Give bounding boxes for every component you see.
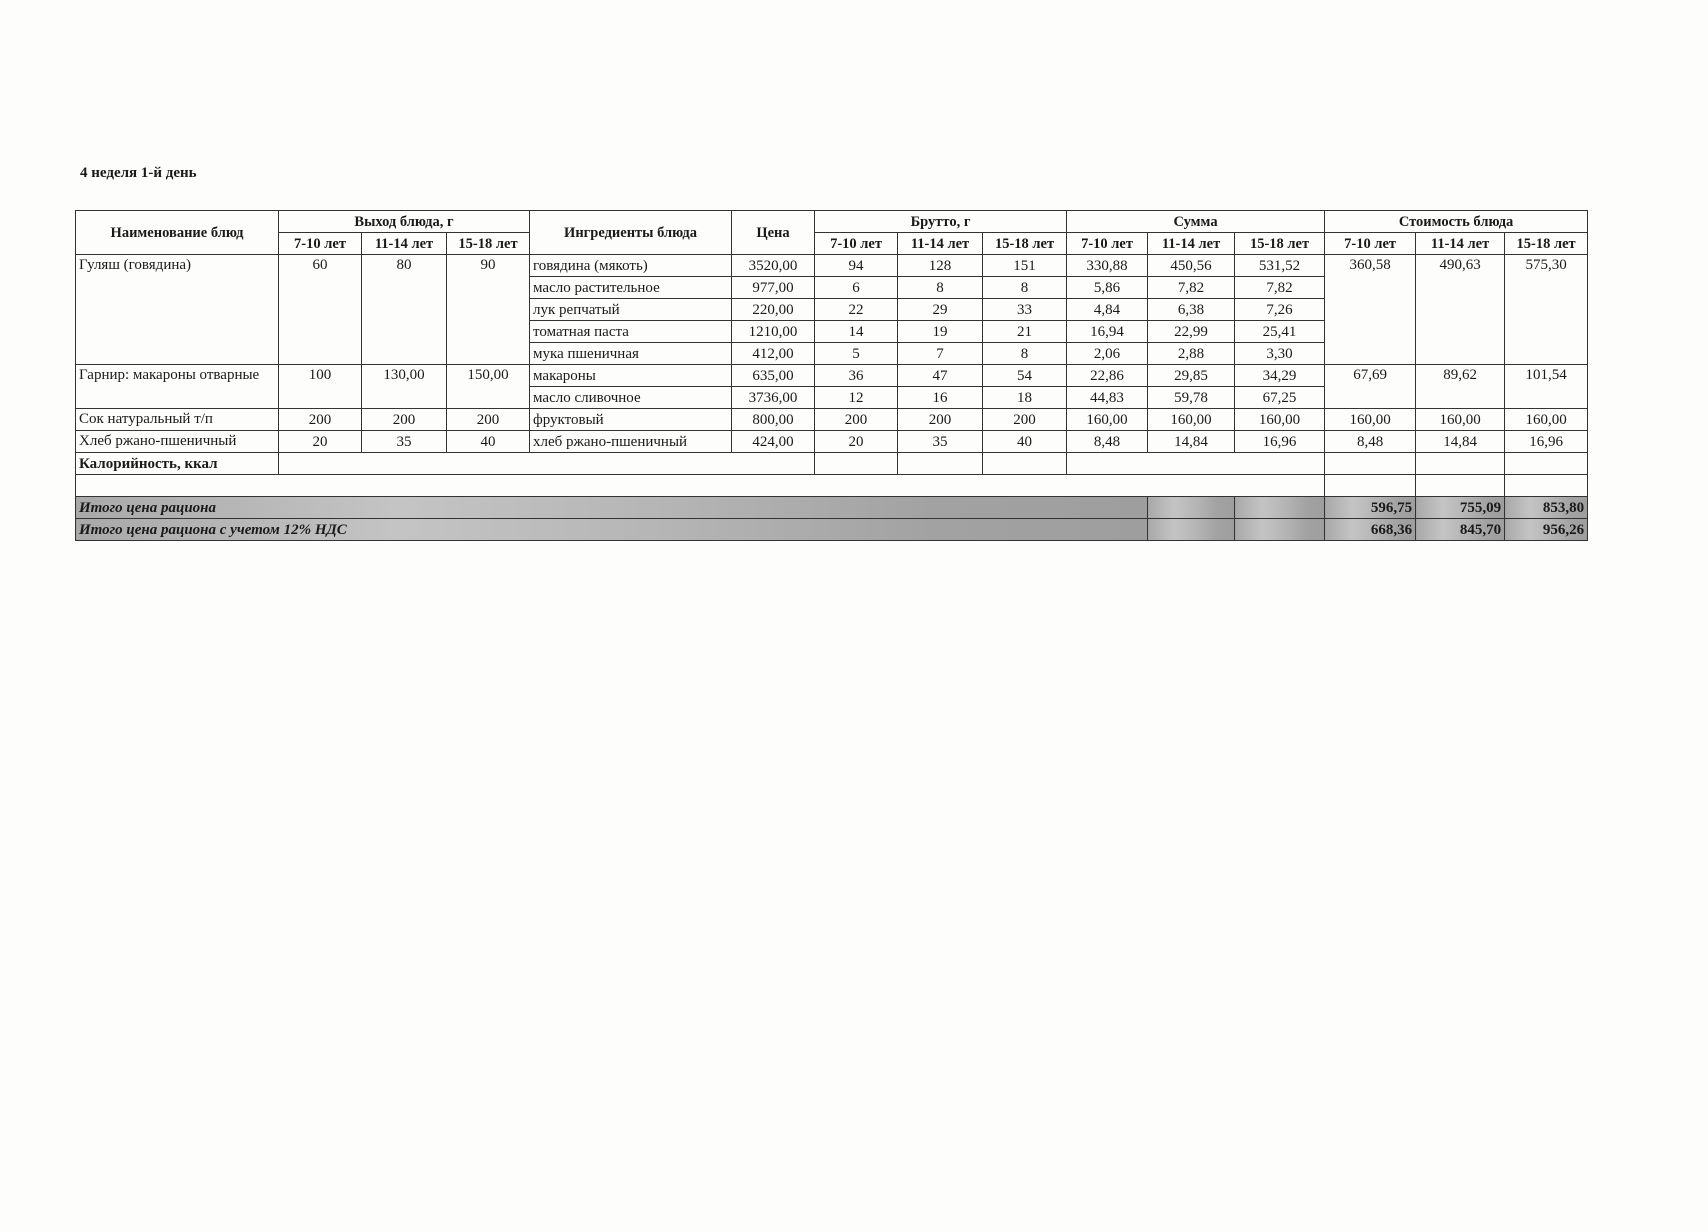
empty-cell — [1325, 475, 1416, 497]
yield-cell: 90 — [447, 255, 530, 365]
gross-cell: 33 — [983, 299, 1067, 321]
gross-cell: 94 — [815, 255, 898, 277]
sum-cell: 34,29 — [1235, 365, 1325, 387]
dish-name: Гарнир: макароны отварные — [76, 365, 279, 409]
dish-cost-cell: 360,58 — [1325, 255, 1416, 365]
sum-cell: 531,52 — [1235, 255, 1325, 277]
sum-cell: 330,88 — [1067, 255, 1148, 277]
dish-cost-cell: 160,00 — [1416, 409, 1505, 431]
total-vat-value: 668,36 — [1325, 519, 1416, 541]
yield-cell: 40 — [447, 431, 530, 453]
sum-cell: 7,82 — [1148, 277, 1235, 299]
calories-row — [76, 453, 1588, 475]
empty-cell — [1235, 497, 1325, 519]
sum-cell: 29,85 — [1148, 365, 1235, 387]
sum-cell: 2,06 — [1067, 343, 1148, 365]
gross-cell: 47 — [898, 365, 983, 387]
header-gross-age-11-14: 11-14 лет — [898, 233, 983, 255]
empty-cell — [1416, 453, 1505, 475]
header-price: Цена — [732, 211, 815, 255]
blank-row — [76, 475, 1588, 497]
gross-cell: 40 — [983, 431, 1067, 453]
dish-cost-cell: 8,48 — [1325, 431, 1416, 453]
header-cost-age-15-18: 15-18 лет — [1505, 233, 1588, 255]
gross-cell: 200 — [983, 409, 1067, 431]
yield-cell: 60 — [279, 255, 362, 365]
dish-cost-cell: 14,84 — [1416, 431, 1505, 453]
sum-cell: 44,83 — [1067, 387, 1148, 409]
ingredient-price: 977,00 — [732, 277, 815, 299]
sum-cell: 5,86 — [1067, 277, 1148, 299]
yield-cell: 80 — [362, 255, 447, 365]
ingredient-price: 424,00 — [732, 431, 815, 453]
sum-cell: 160,00 — [1148, 409, 1235, 431]
header-sum: Сумма — [1067, 211, 1325, 233]
sum-cell: 4,84 — [1067, 299, 1148, 321]
header-sum-age-7-10: 7-10 лет — [1067, 233, 1148, 255]
dish-cost-cell: 101,54 — [1505, 365, 1588, 409]
table-row — [76, 409, 1588, 431]
empty-cell — [898, 453, 983, 475]
header-gross-age-15-18: 15-18 лет — [983, 233, 1067, 255]
empty-cell — [1148, 497, 1235, 519]
total-row — [76, 497, 1588, 519]
dish-cost-cell: 67,69 — [1325, 365, 1416, 409]
header-sum-age-11-14: 11-14 лет — [1148, 233, 1235, 255]
dish-cost-cell: 575,30 — [1505, 255, 1588, 365]
dish-cost-cell: 160,00 — [1505, 409, 1588, 431]
empty-cell — [76, 475, 1325, 497]
ingredient-name: масло сливочное — [530, 387, 732, 409]
header-cost-age-11-14: 11-14 лет — [1416, 233, 1505, 255]
header-row-1 — [76, 211, 1588, 233]
total-label: Итого цена рациона — [76, 497, 1148, 519]
ingredient-name: масло растительное — [530, 277, 732, 299]
sum-cell: 8,48 — [1067, 431, 1148, 453]
empty-cell — [1235, 519, 1325, 541]
sum-cell: 22,99 — [1148, 321, 1235, 343]
dish-cost-cell: 160,00 — [1325, 409, 1416, 431]
ingredient-price: 3520,00 — [732, 255, 815, 277]
gross-cell: 29 — [898, 299, 983, 321]
sum-cell: 160,00 — [1067, 409, 1148, 431]
dish-name: Хлеб ржано-пшеничный — [76, 431, 279, 453]
header-yield: Выход блюда, г — [279, 211, 530, 233]
dish-name: Гуляш (говядина) — [76, 255, 279, 365]
gross-cell: 20 — [815, 431, 898, 453]
sum-cell: 25,41 — [1235, 321, 1325, 343]
gross-cell: 200 — [815, 409, 898, 431]
table-row — [76, 365, 1588, 387]
yield-cell: 35 — [362, 431, 447, 453]
ingredient-price: 800,00 — [732, 409, 815, 431]
empty-cell — [1416, 475, 1505, 497]
gross-cell: 128 — [898, 255, 983, 277]
gross-cell: 6 — [815, 277, 898, 299]
yield-cell: 200 — [362, 409, 447, 431]
yield-cell: 20 — [279, 431, 362, 453]
ingredient-name: макароны — [530, 365, 732, 387]
menu-cost-table — [75, 210, 1588, 541]
dish-cost-cell: 16,96 — [1505, 431, 1588, 453]
ingredient-name: томатная паста — [530, 321, 732, 343]
gross-cell: 7 — [898, 343, 983, 365]
ingredient-price: 635,00 — [732, 365, 815, 387]
gross-cell: 8 — [983, 277, 1067, 299]
sum-cell: 16,96 — [1235, 431, 1325, 453]
ingredient-price: 3736,00 — [732, 387, 815, 409]
gross-cell: 19 — [898, 321, 983, 343]
header-cost-age-7-10: 7-10 лет — [1325, 233, 1416, 255]
empty-cell — [279, 453, 815, 475]
gross-cell: 12 — [815, 387, 898, 409]
table-row — [76, 255, 1588, 277]
sum-cell: 6,38 — [1148, 299, 1235, 321]
gross-cell: 5 — [815, 343, 898, 365]
gross-cell: 21 — [983, 321, 1067, 343]
sum-cell: 2,88 — [1148, 343, 1235, 365]
sum-cell: 160,00 — [1235, 409, 1325, 431]
header-yield-age-11-14: 11-14 лет — [362, 233, 447, 255]
total-vat-value: 845,70 — [1416, 519, 1505, 541]
ingredient-price: 412,00 — [732, 343, 815, 365]
empty-cell — [1148, 519, 1235, 541]
header-row-2 — [76, 233, 1588, 255]
yield-cell: 130,00 — [362, 365, 447, 409]
ingredient-name: фруктовый — [530, 409, 732, 431]
total-vat-value: 956,26 — [1505, 519, 1588, 541]
header-sum-age-15-18: 15-18 лет — [1235, 233, 1325, 255]
ingredient-name: мука пшеничная — [530, 343, 732, 365]
sum-cell: 3,30 — [1235, 343, 1325, 365]
sum-cell: 59,78 — [1148, 387, 1235, 409]
ingredient-price: 1210,00 — [732, 321, 815, 343]
empty-cell — [983, 453, 1067, 475]
empty-cell — [1325, 453, 1416, 475]
yield-cell: 200 — [279, 409, 362, 431]
gross-cell: 8 — [898, 277, 983, 299]
gross-cell: 36 — [815, 365, 898, 387]
empty-cell — [1505, 453, 1588, 475]
page-title: 4 неделя 1-й день — [80, 165, 197, 181]
yield-cell: 100 — [279, 365, 362, 409]
ingredient-name: говядина (мякоть) — [530, 255, 732, 277]
header-gross: Брутто, г — [815, 211, 1067, 233]
gross-cell: 8 — [983, 343, 1067, 365]
empty-cell — [815, 453, 898, 475]
total-value: 596,75 — [1325, 497, 1416, 519]
gross-cell: 54 — [983, 365, 1067, 387]
gross-cell: 200 — [898, 409, 983, 431]
gross-cell: 16 — [898, 387, 983, 409]
total-vat-row — [76, 519, 1588, 541]
gross-cell: 22 — [815, 299, 898, 321]
sum-cell: 22,86 — [1067, 365, 1148, 387]
total-value: 853,80 — [1505, 497, 1588, 519]
dish-cost-cell: 490,63 — [1416, 255, 1505, 365]
empty-cell — [1067, 453, 1325, 475]
sum-cell: 14,84 — [1148, 431, 1235, 453]
header-yield-age-7-10: 7-10 лет — [279, 233, 362, 255]
header-dish-name: Наименование блюд — [76, 211, 279, 255]
header-yield-age-15-18: 15-18 лет — [447, 233, 530, 255]
dish-cost-cell: 89,62 — [1416, 365, 1505, 409]
table-row — [76, 431, 1588, 453]
sum-cell: 16,94 — [1067, 321, 1148, 343]
gross-cell: 18 — [983, 387, 1067, 409]
gross-cell: 14 — [815, 321, 898, 343]
total-vat-label: Итого цена рациона с учетом 12% НДС — [76, 519, 1148, 541]
sum-cell: 450,56 — [1148, 255, 1235, 277]
header-dish-cost: Стоимость блюда — [1325, 211, 1588, 233]
sum-cell: 7,26 — [1235, 299, 1325, 321]
ingredient-name: лук репчатый — [530, 299, 732, 321]
yield-cell: 150,00 — [447, 365, 530, 409]
yield-cell: 200 — [447, 409, 530, 431]
dish-name: Сок натуральный т/п — [76, 409, 279, 431]
gross-cell: 35 — [898, 431, 983, 453]
empty-cell — [1505, 475, 1588, 497]
ingredient-name: хлеб ржано-пшеничный — [530, 431, 732, 453]
sum-cell: 7,82 — [1235, 277, 1325, 299]
calories-label: Калорийность, ккал — [76, 453, 279, 475]
sum-cell: 67,25 — [1235, 387, 1325, 409]
header-ingredients: Ингредиенты блюда — [530, 211, 732, 255]
total-value: 755,09 — [1416, 497, 1505, 519]
ingredient-price: 220,00 — [732, 299, 815, 321]
gross-cell: 151 — [983, 255, 1067, 277]
header-gross-age-7-10: 7-10 лет — [815, 233, 898, 255]
